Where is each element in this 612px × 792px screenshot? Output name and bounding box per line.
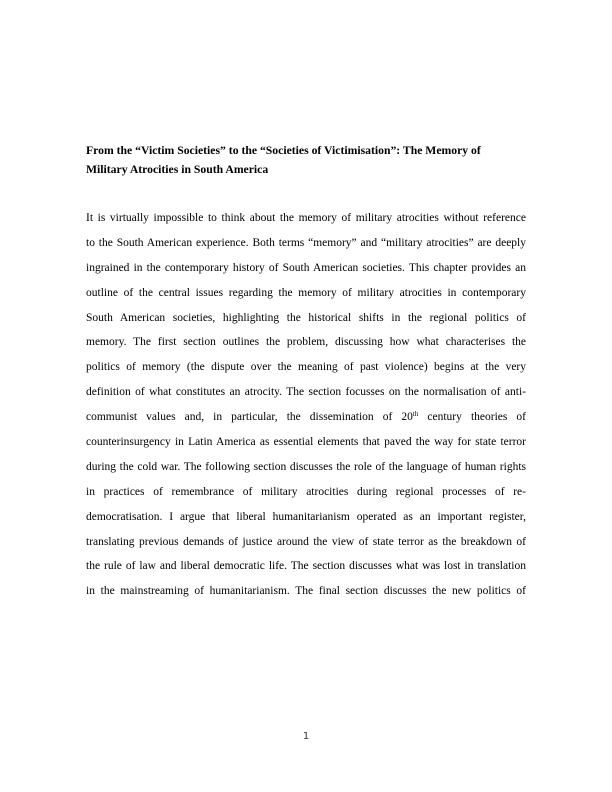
ordinal-superscript: th	[412, 410, 419, 419]
text-line: democratisation. I argue that liberal humanitarianism operated as an important register,	[86, 510, 526, 523]
text-line: translating previous demands of justice around the view of state terror as the breakdown of	[86, 535, 526, 548]
century-number: 20th	[401, 410, 419, 424]
text-line: to the South American experience. Both terms “memory” and “military atrocities” are deeply	[86, 236, 526, 249]
text-line: politics of memory (the dispute over the meaning of past violence) begins at the very	[86, 361, 526, 374]
page-number: 1	[302, 731, 310, 742]
text-line: during the cold war. The following section discusses the role of the language of human rights	[86, 460, 526, 473]
text-fragment: century theories of	[427, 411, 526, 424]
chapter-title	[86, 141, 526, 179]
text-line: in the mainstreaming of humanitarianism. The final section discusses the new politics of	[86, 585, 526, 598]
text-line: definition of what constitutes an atrocity. The section focusses on the normalisation of anti-	[86, 386, 526, 399]
title-line: From the “Victim Societies” to the “Societies of Victimisation”: The Memory of	[86, 144, 481, 157]
text-line: the rule of law and liberal democratic life. The section discusses what was lost in translation	[86, 560, 526, 573]
body-paragraph	[86, 210, 526, 608]
text-line-with-superscript	[86, 409, 526, 434]
text-line: ingrained in the contemporary history of South American societies. This chapter provides an	[86, 261, 526, 274]
text-line: counterinsurgency in Latin America as essential elements that paved the way for state terror	[86, 436, 526, 449]
title-line: Military Atrocities in South America	[86, 163, 269, 176]
text-line: outline of the central issues regarding the memory of military atrocities in contemporary	[86, 286, 526, 299]
text-line: memory. The first section outlines the problem, discussing how what characterises the	[86, 336, 526, 349]
text-fragment: communist values and, in particular, the dissemination of	[86, 411, 393, 424]
text-line: in practices of remembrance of military atrocities during regional processes of re-	[86, 485, 526, 498]
text-line: South American societies, highlighting the historical shifts in the regional politics of	[86, 311, 526, 324]
text-line: It is virtually impossible to think about the memory of military atrocities without reference	[86, 212, 526, 224]
